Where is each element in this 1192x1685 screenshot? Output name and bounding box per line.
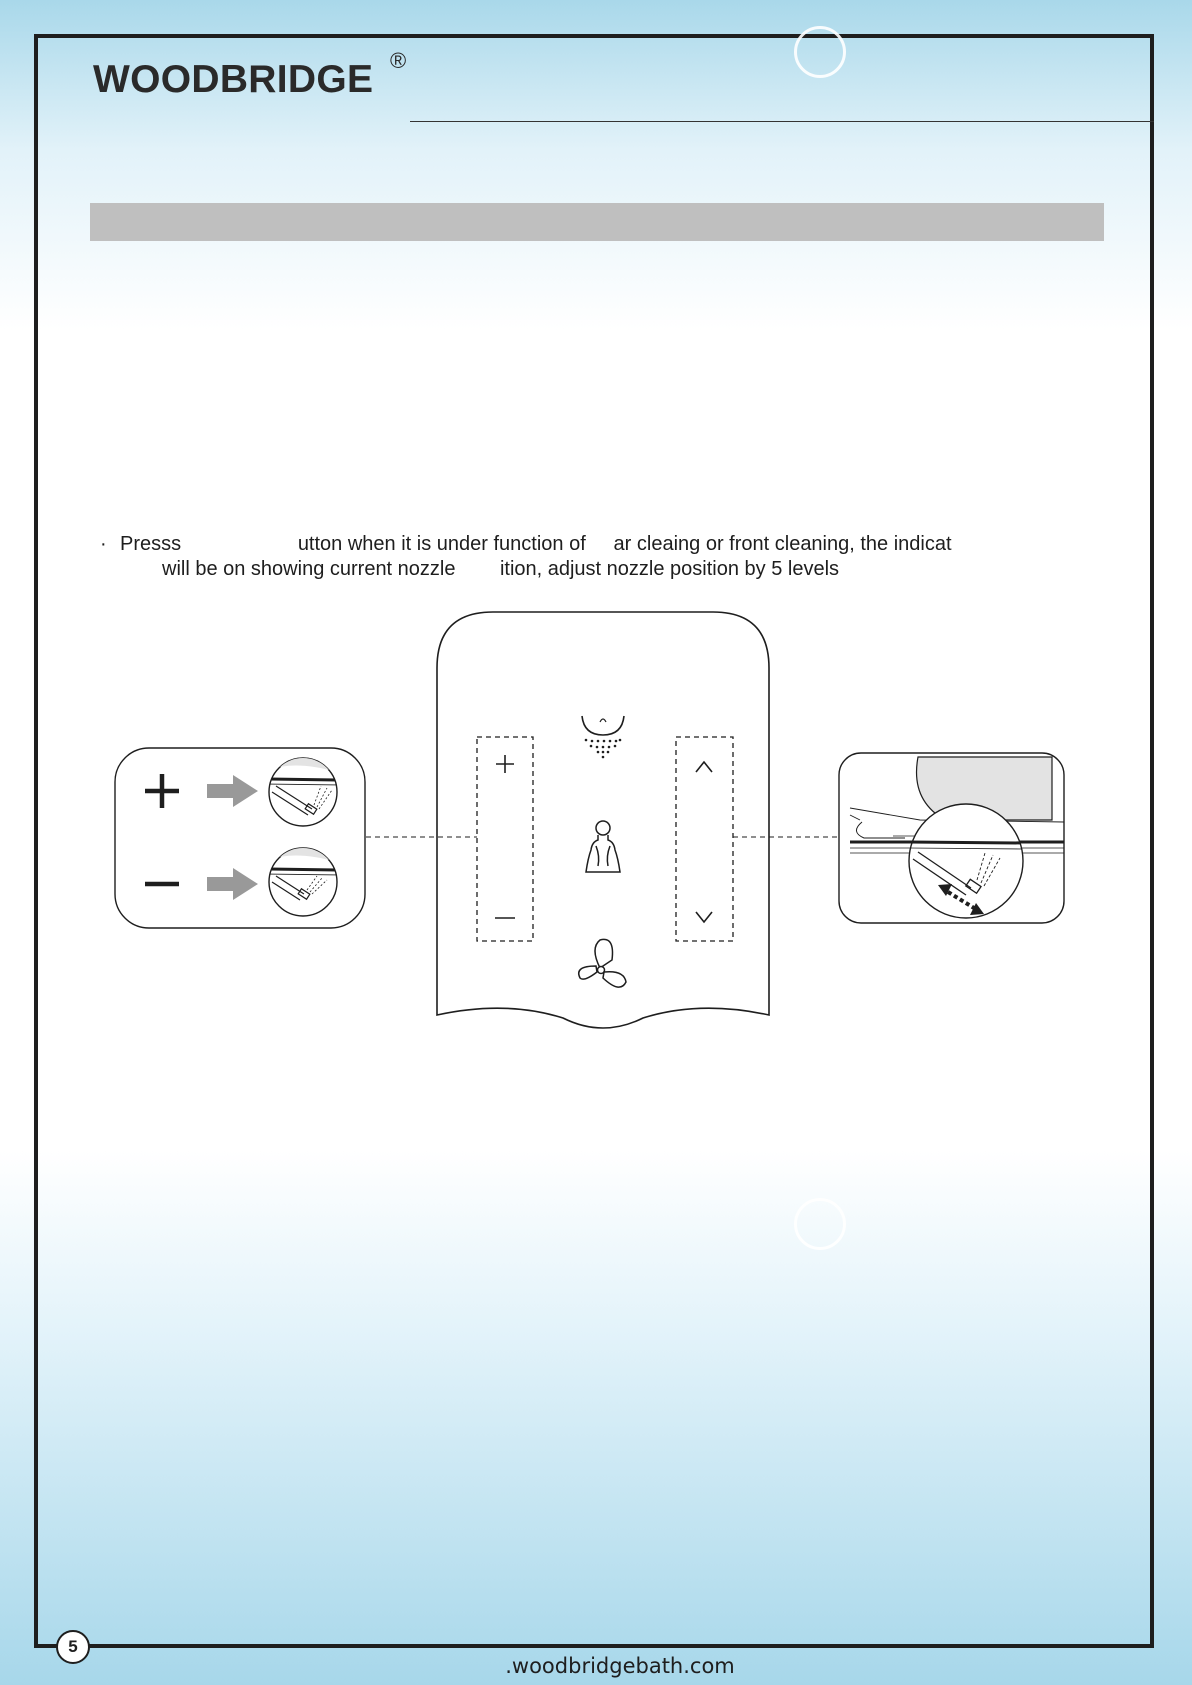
registered-mark: ® xyxy=(390,48,407,73)
left-callout-box xyxy=(115,748,365,928)
instruction-line-2: will be on showing current nozzle ition, adjust nozzle position by 5 levels xyxy=(162,558,840,580)
website-url: .woodbridgebath.com xyxy=(505,1654,735,1678)
right-callout-box xyxy=(839,753,1064,923)
page-number: 5 xyxy=(56,1630,90,1664)
bullet-dot: · xyxy=(100,533,107,555)
instruction-line-1-text: Presss utton when it is under function of ar cleaing or front cleaning, the indicat xyxy=(120,533,952,555)
brand-logo: WOODBRIDGE xyxy=(93,58,374,101)
